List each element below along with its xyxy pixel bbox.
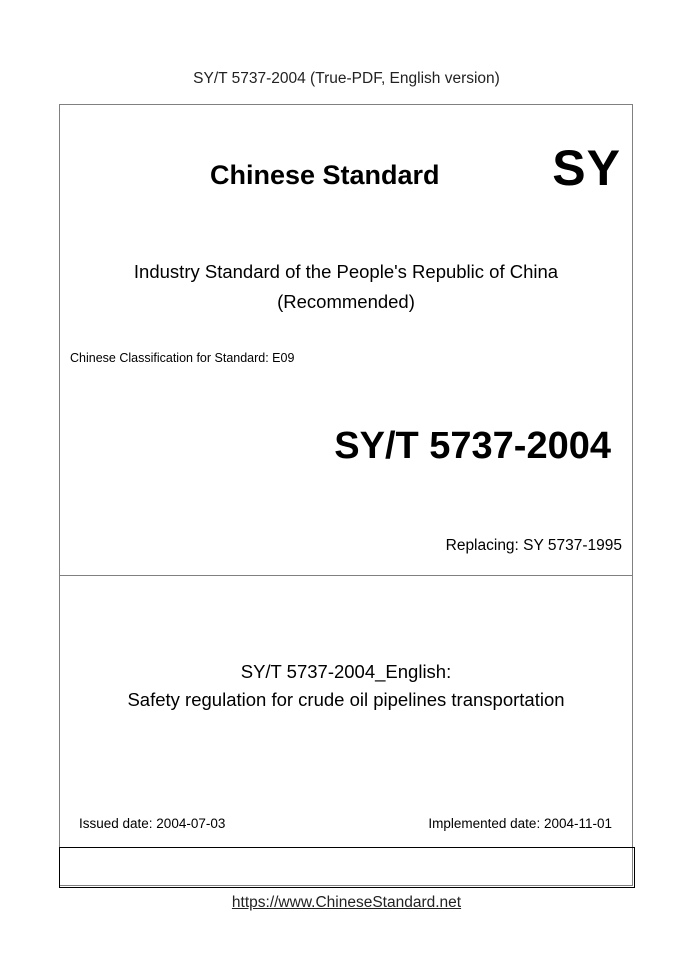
cover-subtitle — [60, 257, 632, 317]
document-title-line-2: Safety regulation for crude oil pipelines transportation — [127, 689, 565, 710]
document-title-line-1: SY/T 5737-2004_English: — [240, 661, 452, 682]
cover-middle-section — [60, 576, 632, 847]
standard-code-logo: SY — [552, 140, 621, 196]
cover-title: Chinese Standard — [210, 160, 440, 190]
subtitle-line-2: (Recommended) — [277, 291, 415, 312]
cover-frame — [59, 104, 633, 886]
document-title — [60, 658, 632, 714]
replacing-text: Replacing: SY 5737-1995 — [445, 537, 622, 554]
cover-bottom-box — [59, 847, 635, 888]
issued-date: Issued date: 2004-07-03 — [79, 816, 226, 831]
website-link[interactable]: https://www.ChineseStandard.net — [231, 894, 462, 911]
cover-top-section — [60, 105, 632, 576]
standard-number: SY/T 5737-2004 — [334, 425, 611, 467]
implemented-date: Implemented date: 2004-11-01 — [428, 816, 612, 831]
page-header: SY/T 5737-2004 (True-PDF, English version) — [193, 70, 500, 87]
subtitle-line-1: Industry Standard of the People's Republic of China — [133, 261, 559, 282]
classification-text: Chinese Classification for Standard: E09 — [70, 351, 295, 365]
